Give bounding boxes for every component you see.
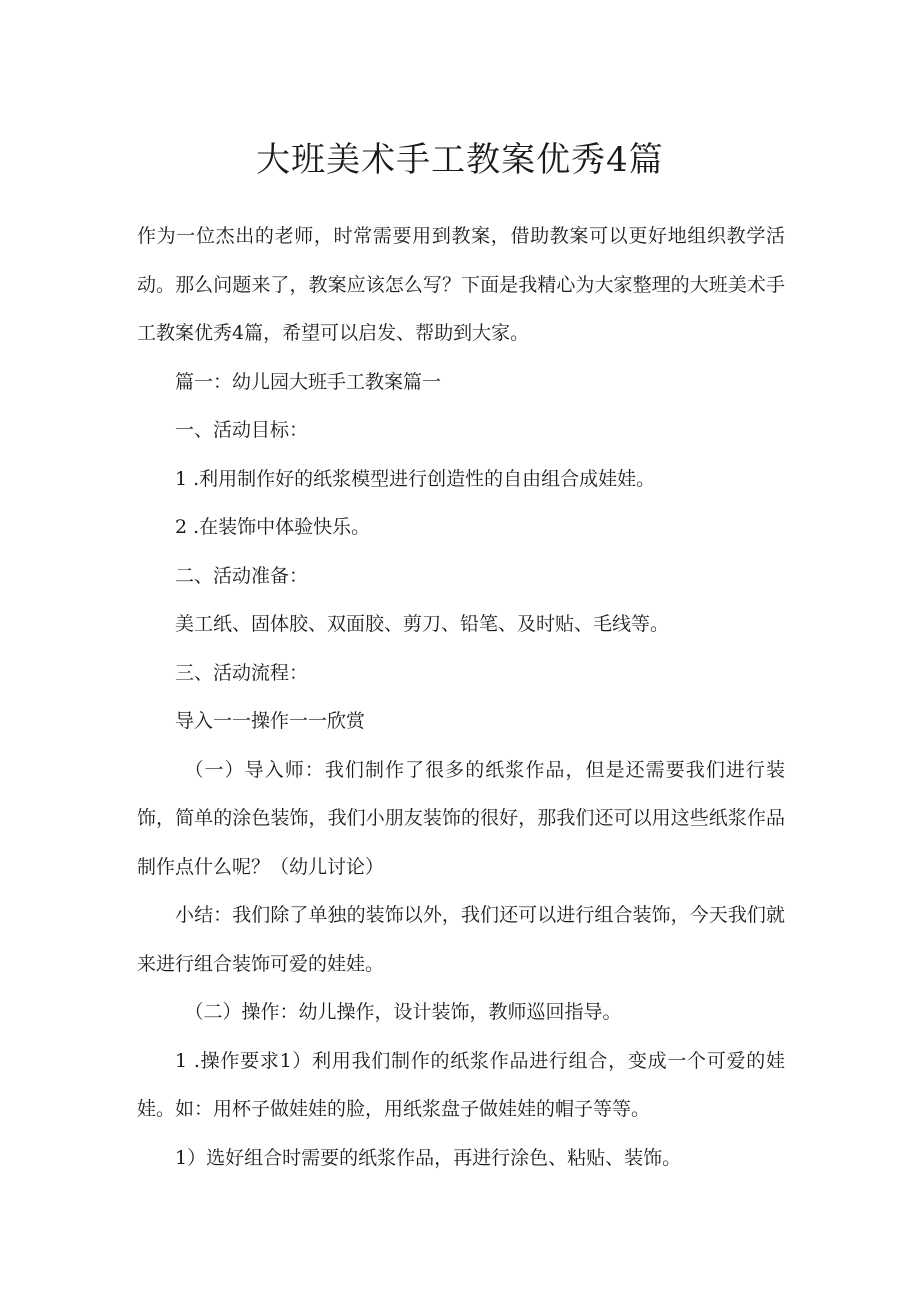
summary-paragraph: 小结：我们除了单独的装饰以外，我们还可以进行组合装饰，今天我们就来进行组合装饰可爱的娃娃。 bbox=[137, 904, 785, 975]
document-title: 大班美术手工教案优秀4篇 bbox=[256, 140, 664, 180]
operation-requirement-detail: 1）选好组合时需要的纸浆作品，再进行涂色、粘贴、装饰。 bbox=[175, 1146, 682, 1169]
preparation-heading: 二、活动准备： bbox=[175, 564, 309, 587]
goal-item-2: 2 .在装饰中体验快乐。 bbox=[175, 516, 371, 538]
section-1-title: 篇一：幼儿园大班手工教案篇一 bbox=[175, 370, 442, 393]
step-operation: （二）操作：幼儿操作，设计装饰，教师巡回指导。 bbox=[184, 1001, 622, 1023]
goals-heading: 一、活动目标： bbox=[175, 419, 309, 441]
paragraph-intro: 作为一位杰出的老师，时常需要用到教案，借助教案可以更好地组织教学活动。那么问题来了，教案应该怎么写？下面是我精心为大家整理的大班美术手工教案优秀4篇，希望可以启发、帮助到大家。 bbox=[137, 225, 785, 344]
document-body bbox=[137, 212, 785, 1182]
goal-item-1: 1 .利用制作好的纸浆模型进行创造性的自由组合成娃娃。 bbox=[175, 467, 656, 490]
operation-requirement: 1 .操作要求1）利用我们制作的纸浆作品进行组合，变成一个可爱的娃娃。如：用杯子做娃娃的脸，用纸浆盘子做娃娃的帽子等等。 bbox=[137, 1049, 785, 1120]
process-flow: 导入一一操作一一欣赏 bbox=[175, 710, 366, 732]
preparation-items: 美工纸、固体胶、双面胶、剪刀、铅笔、及时贴、毛线等。 bbox=[175, 613, 670, 635]
step-introduction: （一）导入师：我们制作了很多的纸浆作品，但是还需要我们进行装饰，简单的涂色装饰，我们小朋友装饰的很好，那我们还可以用这些纸浆作品制作点什么呢？（幼儿讨论） bbox=[137, 758, 785, 878]
process-heading: 三、活动流程： bbox=[175, 661, 309, 684]
